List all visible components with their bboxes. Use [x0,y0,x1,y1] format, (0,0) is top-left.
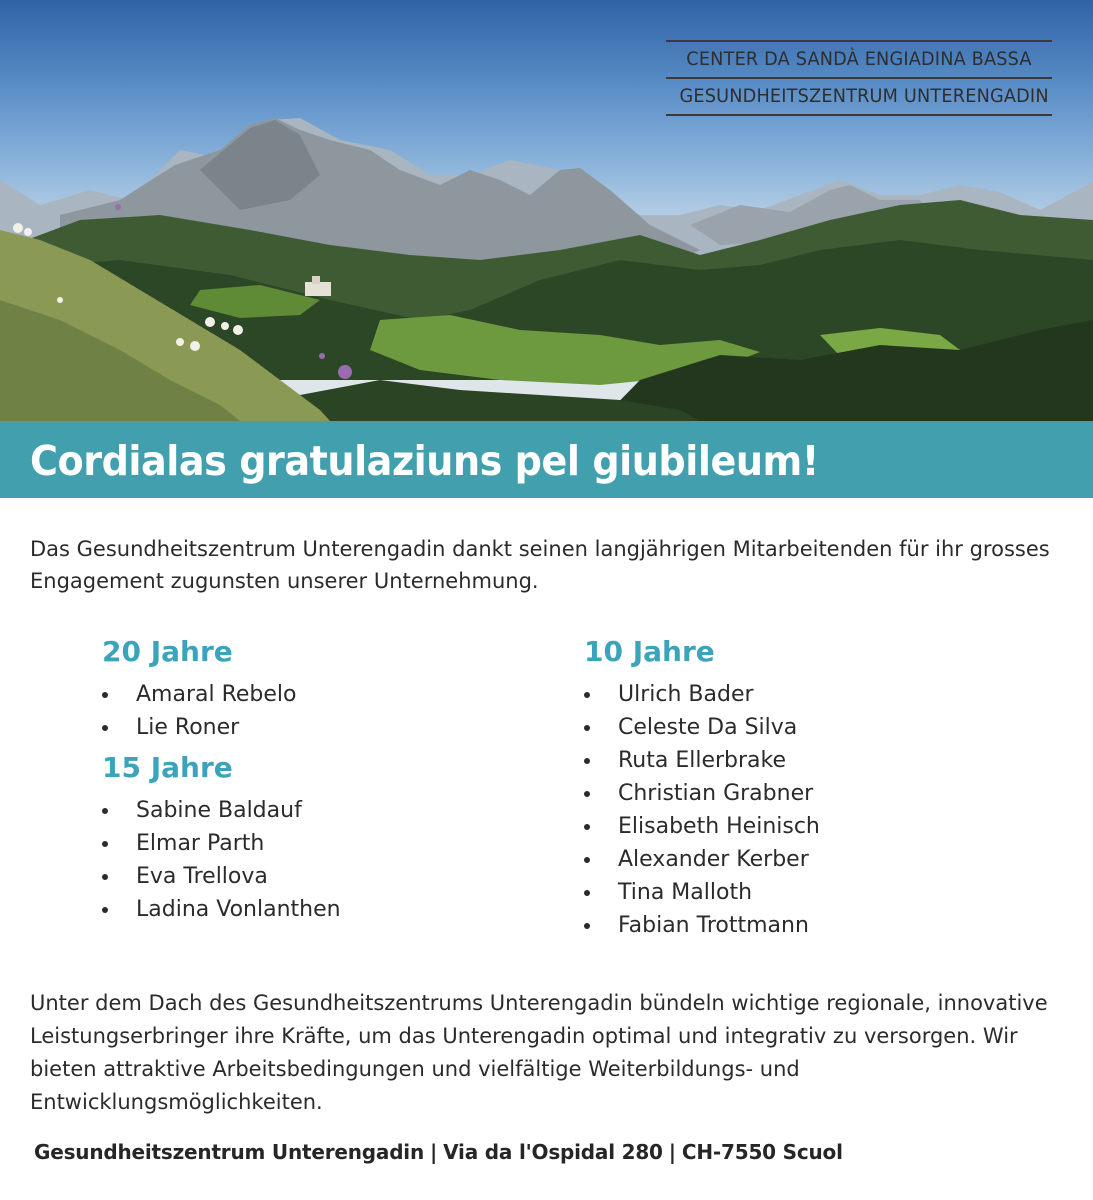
employee-name: Christian Grabner [618,781,814,806]
list-15-years [102,794,522,926]
employee-name: Celeste Da Silva [618,715,798,740]
employee-name: Amaral Rebelo [136,682,297,707]
list-item [102,711,522,744]
list-item [584,711,1024,744]
heading-20-years: 20 Jahre [102,635,233,668]
employee-name: Sabine Baldauf [136,798,302,823]
list-item [102,893,522,926]
list-item [584,909,1024,942]
list-item [102,827,522,860]
employee-name: Ladina Vonlanthen [136,897,341,922]
list-item [584,843,1024,876]
list-item [102,860,522,893]
bullet-icon [102,841,108,847]
bullet-icon [584,824,590,830]
page-title: Cordialas gratulaziuns pel giubileum! [30,437,819,485]
bullet-icon [584,725,590,731]
list-item [584,744,1024,777]
footer-organization: Gesundheitszentrum Unterengadin [34,1140,425,1164]
brand-line-german: GESUNDHEITSZENTRUM UNTERENGADIN [679,85,1049,107]
list-item [584,876,1024,909]
bullet-icon [584,923,590,929]
intro-paragraph: Das Gesundheitszentrum Unterengadin dankt seinen langjährigen Mitarbeitenden für ihr grosses Engagement zugunsten unserer Unternehmung. [30,537,1050,593]
left-column [102,632,522,930]
bullet-icon [584,692,590,698]
closing-paragraph: Unter dem Dach des Gesundheitszentrums Unterengadin bündeln wichtige regionale, innovative Leistungserbringer ihre Kräfte, um das Unterengadin optimal und integrativ zu versorgen. Wir bieten attraktive Arbeitsbedingungen und vielfältige Weiterbildungs- und Entwicklungsmöglichkeiten. [30,991,1048,1114]
heading-10-years: 10 Jahre [584,635,715,668]
bullet-icon [584,758,590,764]
list-item [584,678,1024,711]
footer-address [34,1140,843,1164]
brand-rule-bottom [666,114,1052,116]
employee-name: Tina Malloth [618,880,753,905]
employee-name: Alexander Kerber [618,847,809,872]
list-10-years [584,678,1024,942]
heading-15-years: 15 Jahre [102,751,233,784]
list-item [584,777,1024,810]
list-20-years [102,678,522,744]
bullet-icon [102,725,108,731]
bullet-icon [584,791,590,797]
employee-name: Ruta Ellerbrake [618,748,787,773]
bullet-icon [584,890,590,896]
list-item [102,678,522,711]
footer-separator: | [430,1140,438,1164]
footer-city: CH-7550 Scuol [681,1140,843,1164]
bullet-icon [102,874,108,880]
list-item [584,810,1024,843]
bullet-icon [102,907,108,913]
employee-name: Eva Trellova [136,864,268,889]
list-item [102,794,522,827]
employee-name: Elisabeth Heinisch [618,814,820,839]
footer-separator: | [668,1140,676,1164]
footer-street: Via da l'Ospidal 280 [443,1140,663,1164]
employee-name: Fabian Trottmann [618,913,809,938]
employee-name: Ulrich Bader [618,682,754,707]
right-column [584,632,1024,946]
employee-name: Lie Roner [136,715,240,740]
brand-line-romansh: CENTER DA SANDÀ ENGIADINA BASSA [686,48,1032,70]
hero-image [0,0,1093,498]
bullet-icon [102,692,108,698]
employee-name: Elmar Parth [136,831,265,856]
brand-logo [666,40,1052,116]
bullet-icon [584,857,590,863]
bullet-icon [102,808,108,814]
